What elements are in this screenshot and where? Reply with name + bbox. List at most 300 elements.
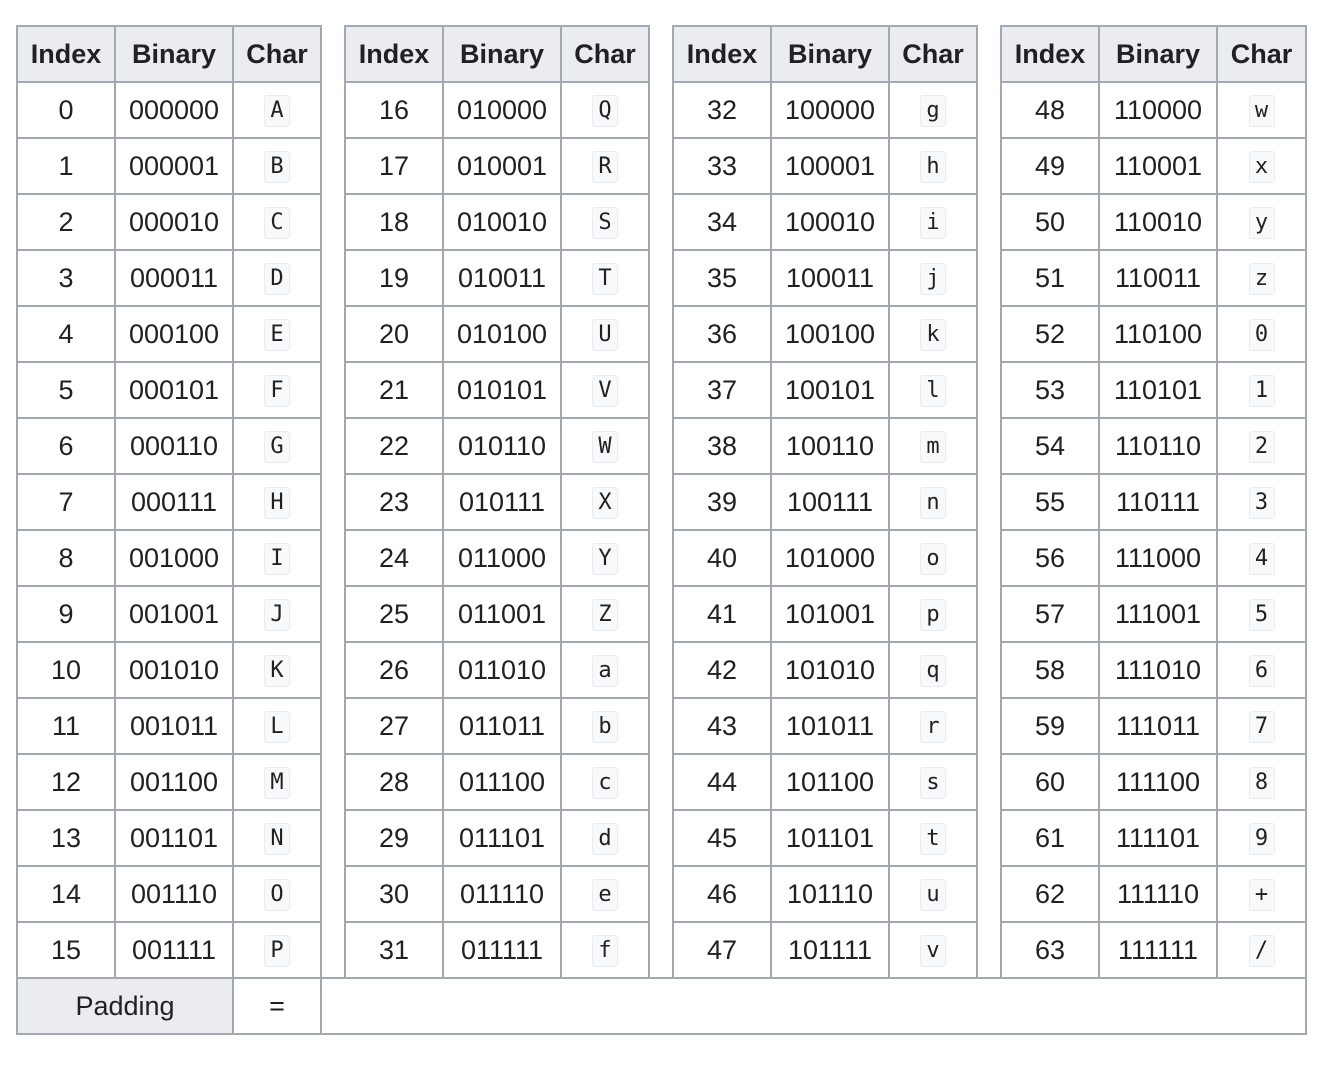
- char-cell: [889, 642, 977, 698]
- binary-cell: 011100: [443, 754, 561, 810]
- index-cell: 28: [345, 754, 443, 810]
- index-cell: 50: [1001, 194, 1099, 250]
- binary-cell: 111011: [1099, 698, 1217, 754]
- char-cell: [233, 138, 321, 194]
- index-cell: 61: [1001, 810, 1099, 866]
- binary-cell: 101001: [771, 586, 889, 642]
- index-cell: 4: [17, 306, 115, 362]
- binary-cell: 001101: [115, 810, 233, 866]
- index-cell: 47: [673, 922, 771, 978]
- char-code: I: [264, 543, 290, 575]
- binary-cell: 011110: [443, 866, 561, 922]
- char-code: Q: [592, 95, 618, 127]
- column-separator: [649, 474, 673, 530]
- index-cell: 1: [17, 138, 115, 194]
- index-cell: 18: [345, 194, 443, 250]
- index-cell: 45: [673, 810, 771, 866]
- binary-cell: 110000: [1099, 82, 1217, 138]
- column-separator: [649, 138, 673, 194]
- char-cell: [889, 698, 977, 754]
- header-binary: Binary: [1099, 26, 1217, 82]
- char-cell: [561, 306, 649, 362]
- binary-cell: 001110: [115, 866, 233, 922]
- table-row: [17, 250, 1306, 306]
- binary-cell: 011001: [443, 586, 561, 642]
- padding-label: Padding: [17, 978, 233, 1034]
- char-code: S: [592, 207, 618, 239]
- char-cell: [1217, 810, 1306, 866]
- char-cell: [889, 138, 977, 194]
- index-cell: 34: [673, 194, 771, 250]
- binary-cell: 000000: [115, 82, 233, 138]
- column-separator: [977, 250, 1001, 306]
- char-cell: [561, 530, 649, 586]
- index-cell: 22: [345, 418, 443, 474]
- char-cell: [561, 362, 649, 418]
- char-code: r: [920, 711, 946, 743]
- index-cell: 39: [673, 474, 771, 530]
- char-code: 2: [1249, 431, 1275, 463]
- char-code: P: [264, 935, 290, 967]
- char-cell: [1217, 642, 1306, 698]
- binary-cell: 010101: [443, 362, 561, 418]
- binary-cell: 111111: [1099, 922, 1217, 978]
- column-separator: [321, 306, 345, 362]
- index-cell: 41: [673, 586, 771, 642]
- index-cell: 32: [673, 82, 771, 138]
- index-cell: 21: [345, 362, 443, 418]
- index-cell: 2: [17, 194, 115, 250]
- char-cell: [1217, 754, 1306, 810]
- index-cell: 36: [673, 306, 771, 362]
- char-code: o: [920, 543, 946, 575]
- char-code: i: [920, 207, 946, 239]
- index-cell: 33: [673, 138, 771, 194]
- column-separator: [977, 810, 1001, 866]
- index-cell: 51: [1001, 250, 1099, 306]
- index-cell: 54: [1001, 418, 1099, 474]
- char-cell: [561, 866, 649, 922]
- binary-cell: 000011: [115, 250, 233, 306]
- header-binary: Binary: [443, 26, 561, 82]
- char-cell: [233, 754, 321, 810]
- index-cell: 11: [17, 698, 115, 754]
- table-row: [17, 586, 1306, 642]
- binary-cell: 100000: [771, 82, 889, 138]
- char-code: X: [592, 487, 618, 519]
- char-cell: [889, 530, 977, 586]
- index-cell: 12: [17, 754, 115, 810]
- char-code: J: [264, 599, 290, 631]
- table-row: [17, 530, 1306, 586]
- char-cell: [233, 586, 321, 642]
- char-cell: [1217, 418, 1306, 474]
- header-index: Index: [17, 26, 115, 82]
- column-separator: [321, 810, 345, 866]
- index-cell: 25: [345, 586, 443, 642]
- index-cell: 29: [345, 810, 443, 866]
- binary-cell: 100001: [771, 138, 889, 194]
- binary-cell: 110011: [1099, 250, 1217, 306]
- binary-cell: 111110: [1099, 866, 1217, 922]
- column-separator: [977, 754, 1001, 810]
- padding-char: =: [269, 990, 285, 1021]
- binary-cell: 010000: [443, 82, 561, 138]
- char-code: G: [264, 431, 290, 463]
- column-separator: [321, 138, 345, 194]
- char-cell: [1217, 362, 1306, 418]
- char-cell: [561, 82, 649, 138]
- column-separator: [649, 418, 673, 474]
- index-cell: 49: [1001, 138, 1099, 194]
- char-cell: [233, 194, 321, 250]
- binary-cell: 000111: [115, 474, 233, 530]
- table-row: [17, 754, 1306, 810]
- column-separator: [649, 362, 673, 418]
- char-cell: [561, 642, 649, 698]
- column-separator: [321, 474, 345, 530]
- index-cell: 48: [1001, 82, 1099, 138]
- char-cell: [233, 474, 321, 530]
- char-code: b: [592, 711, 618, 743]
- header-char: Char: [233, 26, 321, 82]
- binary-cell: 101010: [771, 642, 889, 698]
- index-cell: 5: [17, 362, 115, 418]
- char-code: k: [920, 319, 946, 351]
- column-separator: [321, 26, 345, 82]
- char-code: w: [1249, 95, 1275, 127]
- binary-cell: 001001: [115, 586, 233, 642]
- header-binary: Binary: [771, 26, 889, 82]
- binary-cell: 111001: [1099, 586, 1217, 642]
- char-cell: [1217, 866, 1306, 922]
- char-code: L: [264, 711, 290, 743]
- column-separator: [977, 866, 1001, 922]
- char-cell: [1217, 698, 1306, 754]
- char-cell: [889, 810, 977, 866]
- char-cell: [889, 586, 977, 642]
- index-cell: 15: [17, 922, 115, 978]
- char-cell: [561, 922, 649, 978]
- column-separator: [977, 586, 1001, 642]
- column-separator: [321, 866, 345, 922]
- binary-cell: 001111: [115, 922, 233, 978]
- binary-cell: 100110: [771, 418, 889, 474]
- char-cell: [1217, 82, 1306, 138]
- index-cell: 9: [17, 586, 115, 642]
- binary-cell: 110001: [1099, 138, 1217, 194]
- char-code: e: [592, 879, 618, 911]
- column-separator: [649, 754, 673, 810]
- char-code: 5: [1249, 599, 1275, 631]
- char-cell: [1217, 530, 1306, 586]
- char-code: 0: [1249, 319, 1275, 351]
- char-code: F: [264, 375, 290, 407]
- base64-alphabet-table: [16, 25, 1307, 1035]
- char-code: h: [920, 151, 946, 183]
- char-cell: [233, 642, 321, 698]
- char-cell: [561, 698, 649, 754]
- char-code: H: [264, 487, 290, 519]
- char-code: Y: [592, 543, 618, 575]
- char-code: V: [592, 375, 618, 407]
- binary-cell: 011011: [443, 698, 561, 754]
- index-cell: 57: [1001, 586, 1099, 642]
- table-row: [17, 306, 1306, 362]
- binary-cell: 101110: [771, 866, 889, 922]
- index-cell: 55: [1001, 474, 1099, 530]
- char-cell: [1217, 586, 1306, 642]
- char-cell: [889, 250, 977, 306]
- char-cell: [233, 250, 321, 306]
- column-separator: [977, 642, 1001, 698]
- char-cell: [233, 698, 321, 754]
- index-cell: 8: [17, 530, 115, 586]
- index-cell: 19: [345, 250, 443, 306]
- char-code: +: [1249, 879, 1275, 911]
- char-cell: [561, 418, 649, 474]
- binary-cell: 000010: [115, 194, 233, 250]
- header-index: Index: [673, 26, 771, 82]
- index-cell: 16: [345, 82, 443, 138]
- column-separator: [321, 418, 345, 474]
- column-separator: [977, 362, 1001, 418]
- binary-cell: 001010: [115, 642, 233, 698]
- column-separator: [977, 474, 1001, 530]
- char-cell: [233, 530, 321, 586]
- index-cell: 43: [673, 698, 771, 754]
- table-row: [17, 698, 1306, 754]
- table-body: [17, 82, 1306, 978]
- char-code: j: [920, 263, 946, 295]
- binary-cell: 101111: [771, 922, 889, 978]
- char-cell: [233, 810, 321, 866]
- char-cell: [889, 754, 977, 810]
- column-separator: [649, 586, 673, 642]
- index-cell: 14: [17, 866, 115, 922]
- index-cell: 26: [345, 642, 443, 698]
- char-cell: [889, 866, 977, 922]
- index-cell: 62: [1001, 866, 1099, 922]
- binary-cell: 101000: [771, 530, 889, 586]
- char-code: R: [592, 151, 618, 183]
- char-code: d: [592, 823, 618, 855]
- char-code: 6: [1249, 655, 1275, 687]
- binary-cell: 101011: [771, 698, 889, 754]
- binary-cell: 000001: [115, 138, 233, 194]
- char-code: C: [264, 207, 290, 239]
- char-cell: [233, 82, 321, 138]
- char-code: N: [264, 823, 290, 855]
- index-cell: 10: [17, 642, 115, 698]
- char-code: q: [920, 655, 946, 687]
- char-code: W: [592, 431, 618, 463]
- index-cell: 56: [1001, 530, 1099, 586]
- char-cell: [889, 362, 977, 418]
- char-code: A: [264, 95, 290, 127]
- table-row: [17, 362, 1306, 418]
- column-separator: [649, 922, 673, 978]
- char-code: D: [264, 263, 290, 295]
- binary-cell: 001100: [115, 754, 233, 810]
- column-separator: [977, 418, 1001, 474]
- column-separator: [321, 250, 345, 306]
- char-code: u: [920, 879, 946, 911]
- index-cell: 6: [17, 418, 115, 474]
- index-cell: 35: [673, 250, 771, 306]
- binary-cell: 101101: [771, 810, 889, 866]
- column-separator: [321, 82, 345, 138]
- char-cell: [1217, 306, 1306, 362]
- char-cell: [233, 866, 321, 922]
- char-code: 1: [1249, 375, 1275, 407]
- column-separator: [977, 26, 1001, 82]
- binary-cell: 011111: [443, 922, 561, 978]
- column-separator: [649, 642, 673, 698]
- char-code: E: [264, 319, 290, 351]
- char-code: B: [264, 151, 290, 183]
- binary-cell: 001011: [115, 698, 233, 754]
- char-code: T: [592, 263, 618, 295]
- index-cell: 38: [673, 418, 771, 474]
- index-cell: 17: [345, 138, 443, 194]
- binary-cell: 010100: [443, 306, 561, 362]
- table-row: [17, 82, 1306, 138]
- binary-cell: 001000: [115, 530, 233, 586]
- binary-cell: 000110: [115, 418, 233, 474]
- binary-cell: 110101: [1099, 362, 1217, 418]
- column-separator: [977, 698, 1001, 754]
- index-cell: 52: [1001, 306, 1099, 362]
- column-separator: [321, 586, 345, 642]
- binary-cell: 100111: [771, 474, 889, 530]
- char-cell: [233, 362, 321, 418]
- binary-cell: 010111: [443, 474, 561, 530]
- binary-cell: 111000: [1099, 530, 1217, 586]
- index-cell: 23: [345, 474, 443, 530]
- padding-empty-cell: [321, 978, 1306, 1034]
- table-row: [17, 474, 1306, 530]
- column-separator: [321, 642, 345, 698]
- char-code: s: [920, 767, 946, 799]
- binary-cell: 111010: [1099, 642, 1217, 698]
- column-separator: [977, 194, 1001, 250]
- binary-cell: 010001: [443, 138, 561, 194]
- binary-cell: 000101: [115, 362, 233, 418]
- char-cell: [561, 586, 649, 642]
- binary-cell: 110100: [1099, 306, 1217, 362]
- header-char: Char: [1217, 26, 1306, 82]
- index-cell: 60: [1001, 754, 1099, 810]
- index-cell: 59: [1001, 698, 1099, 754]
- table-row: [17, 642, 1306, 698]
- char-code: v: [920, 935, 946, 967]
- column-separator: [649, 250, 673, 306]
- table-row: [17, 922, 1306, 978]
- binary-cell: 100011: [771, 250, 889, 306]
- char-cell: [1217, 194, 1306, 250]
- binary-cell: 110110: [1099, 418, 1217, 474]
- column-separator: [649, 306, 673, 362]
- binary-cell: 000100: [115, 306, 233, 362]
- char-cell: [233, 306, 321, 362]
- column-separator: [321, 922, 345, 978]
- char-code: O: [264, 879, 290, 911]
- binary-cell: 101100: [771, 754, 889, 810]
- index-cell: 44: [673, 754, 771, 810]
- char-code: g: [920, 95, 946, 127]
- index-cell: 40: [673, 530, 771, 586]
- char-code: Z: [592, 599, 618, 631]
- index-cell: 7: [17, 474, 115, 530]
- padding-char-cell: [233, 978, 321, 1034]
- index-cell: 37: [673, 362, 771, 418]
- header-binary: Binary: [115, 26, 233, 82]
- index-cell: 24: [345, 530, 443, 586]
- binary-cell: 010011: [443, 250, 561, 306]
- column-separator: [649, 194, 673, 250]
- char-code: 7: [1249, 711, 1275, 743]
- table-row: [17, 418, 1306, 474]
- index-cell: 13: [17, 810, 115, 866]
- char-code: f: [592, 935, 618, 967]
- padding-row: [17, 978, 1306, 1034]
- char-code: M: [264, 767, 290, 799]
- char-code: K: [264, 655, 290, 687]
- column-separator: [649, 530, 673, 586]
- char-cell: [889, 194, 977, 250]
- char-cell: [889, 922, 977, 978]
- binary-cell: 100100: [771, 306, 889, 362]
- binary-cell: 110010: [1099, 194, 1217, 250]
- char-cell: [561, 250, 649, 306]
- header-char: Char: [889, 26, 977, 82]
- header-index: Index: [1001, 26, 1099, 82]
- index-cell: 58: [1001, 642, 1099, 698]
- char-cell: [233, 418, 321, 474]
- char-code: c: [592, 767, 618, 799]
- char-code: m: [920, 431, 946, 463]
- char-code: U: [592, 319, 618, 351]
- index-cell: 27: [345, 698, 443, 754]
- binary-cell: 111101: [1099, 810, 1217, 866]
- column-separator: [977, 306, 1001, 362]
- header-char: Char: [561, 26, 649, 82]
- table-row: [17, 810, 1306, 866]
- column-separator: [649, 82, 673, 138]
- char-code: n: [920, 487, 946, 519]
- column-separator: [977, 922, 1001, 978]
- char-cell: [1217, 474, 1306, 530]
- binary-cell: 010110: [443, 418, 561, 474]
- table-row: [17, 138, 1306, 194]
- column-separator: [649, 26, 673, 82]
- header-row: [17, 26, 1306, 82]
- char-code: 4: [1249, 543, 1275, 575]
- char-code: 3: [1249, 487, 1275, 519]
- column-separator: [321, 362, 345, 418]
- char-code: 9: [1249, 823, 1275, 855]
- index-cell: 3: [17, 250, 115, 306]
- column-separator: [649, 810, 673, 866]
- column-separator: [977, 530, 1001, 586]
- index-cell: 42: [673, 642, 771, 698]
- binary-cell: 010010: [443, 194, 561, 250]
- char-code: x: [1249, 151, 1275, 183]
- char-code: z: [1249, 263, 1275, 295]
- char-code: p: [920, 599, 946, 631]
- char-code: t: [920, 823, 946, 855]
